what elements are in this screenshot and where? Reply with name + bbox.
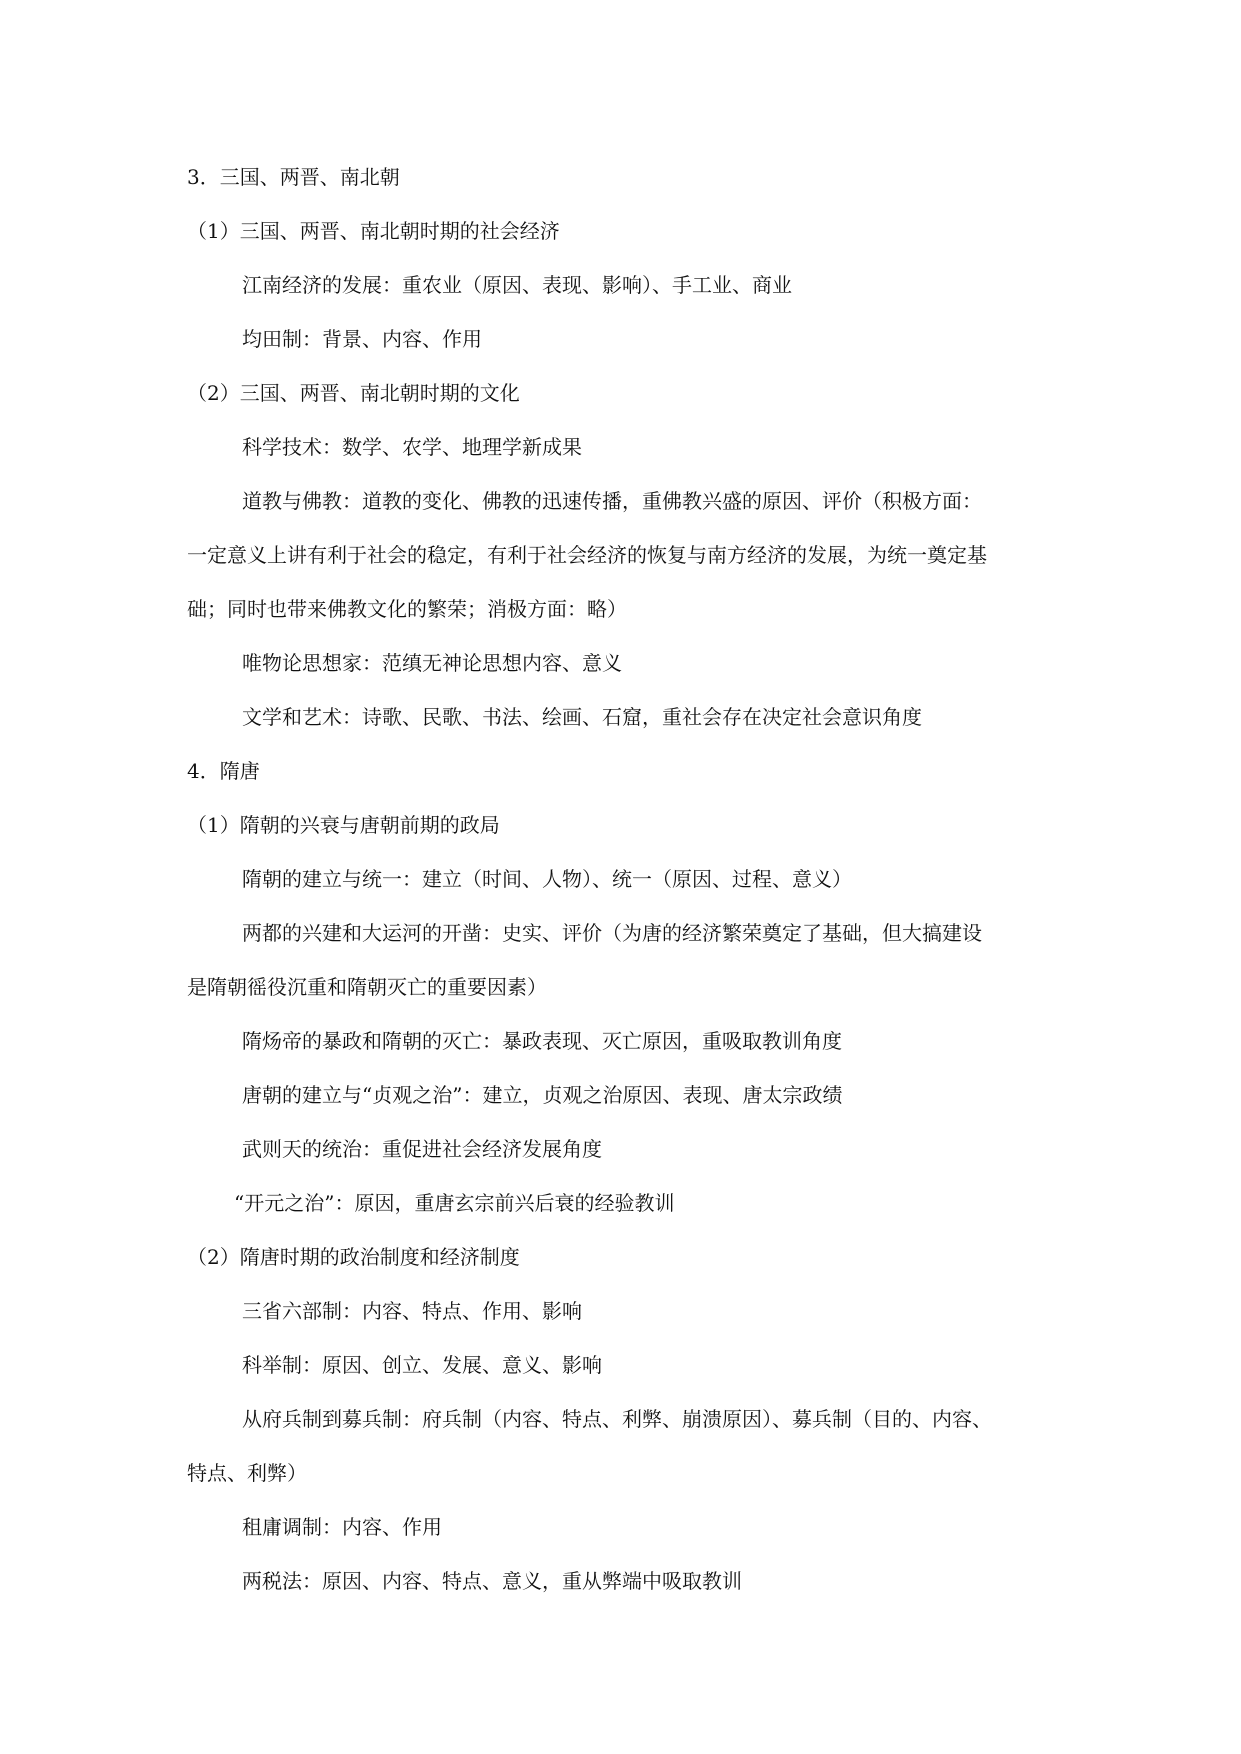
outline-item: 道教与佛教：道教的变化、佛教的迅速传播，重佛教兴盛的原因、评价（积极方面：: [242, 489, 982, 513]
paragraph-continuation: 特点、利弊）: [187, 1461, 307, 1485]
paragraph-continuation: 一定意义上讲有利于社会的稳定，有利于社会经济的恢复与南方经济的发展，为统一奠定基: [187, 543, 987, 567]
subsection-heading: （2）三国、两晋、南北朝时期的文化: [187, 381, 520, 405]
outline-item: 从府兵制到募兵制：府兵制（内容、特点、利弊、崩溃原因）、募兵制（目的、内容、: [242, 1407, 992, 1431]
outline-item: 两都的兴建和大运河的开凿：史实、评价（为唐的经济繁荣奠定了基础，但大搞建设: [242, 921, 982, 945]
outline-item: 租庸调制：内容、作用: [242, 1515, 442, 1539]
outline-item: 武则天的统治：重促进社会经济发展角度: [242, 1137, 602, 1161]
outline-item: 江南经济的发展：重农业（原因、表现、影响）、手工业、商业: [242, 273, 792, 297]
outline-item: 科学技术：数学、农学、地理学新成果: [242, 435, 582, 459]
subsection-heading: （2）隋唐时期的政治制度和经济制度: [187, 1245, 520, 1269]
outline-item: “开元之治”：原因，重唐玄宗前兴后衰的经验教训: [234, 1191, 675, 1215]
outline-item: 两税法：原因、内容、特点、意义，重从弊端中吸取教训: [242, 1569, 742, 1593]
outline-item: 文学和艺术：诗歌、民歌、书法、绘画、石窟，重社会存在决定社会意识角度: [242, 705, 922, 729]
outline-item: 均田制：背景、内容、作用: [242, 327, 482, 351]
section-heading: 4．隋唐: [187, 759, 260, 783]
subsection-heading: （1）隋朝的兴衰与唐朝前期的政局: [187, 813, 500, 837]
paragraph-continuation: 是隋朝徭役沉重和隋朝灭亡的重要因素）: [187, 975, 547, 999]
outline-item: 三省六部制：内容、特点、作用、影响: [242, 1299, 582, 1323]
outline-item: 唯物论思想家：范缜无神论思想内容、意义: [242, 651, 622, 675]
outline-item: 科举制：原因、创立、发展、意义、影响: [242, 1353, 602, 1377]
outline-item: 隋朝的建立与统一：建立（时间、人物）、统一（原因、过程、意义）: [242, 867, 852, 891]
outline-item: 唐朝的建立与“贞观之治”：建立，贞观之治原因、表现、唐太宗政绩: [242, 1083, 843, 1107]
subsection-heading: （1）三国、两晋、南北朝时期的社会经济: [187, 219, 560, 243]
section-heading: 3．三国、两晋、南北朝: [187, 165, 400, 189]
paragraph-continuation: 础；同时也带来佛教文化的繁荣；消极方面：略）: [187, 597, 627, 621]
outline-item: 隋炀帝的暴政和隋朝的灭亡：暴政表现、灭亡原因，重吸取教训角度: [242, 1029, 842, 1053]
